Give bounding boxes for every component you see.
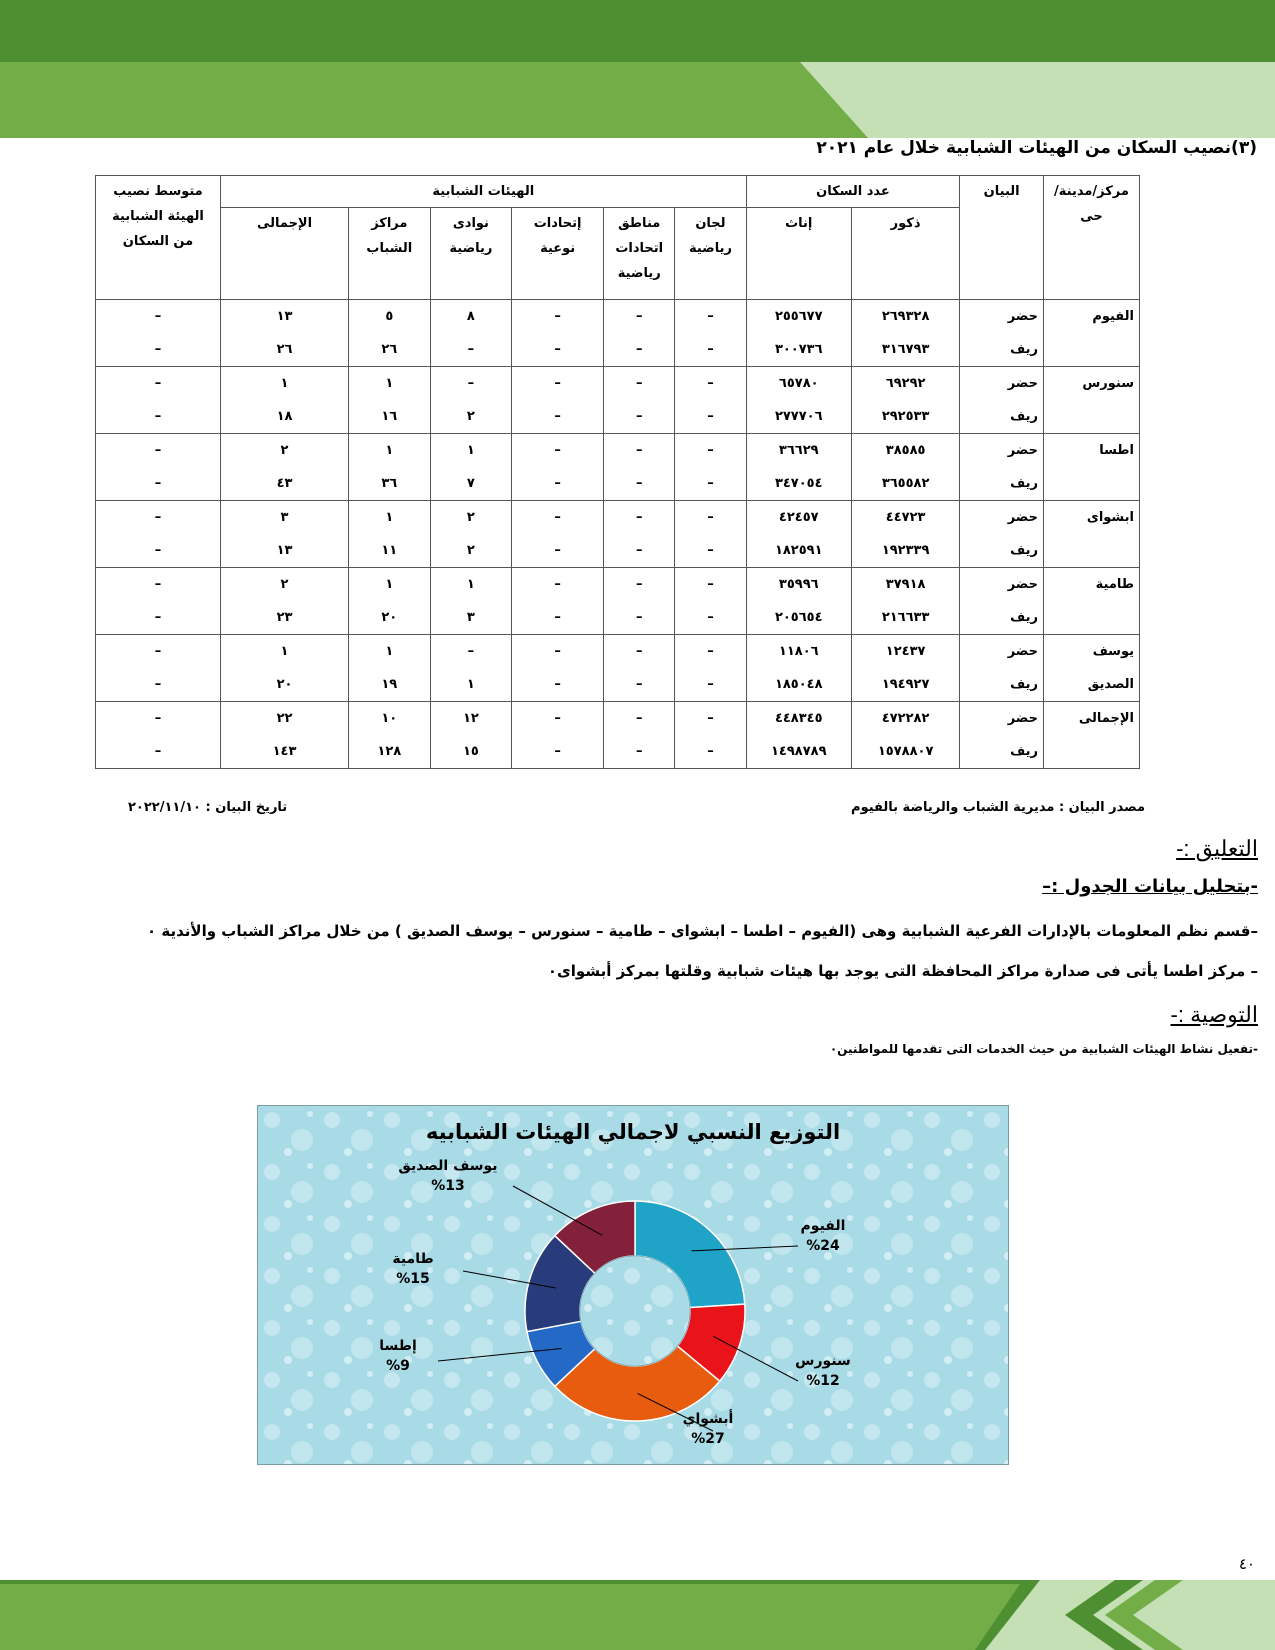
slice-label-2: أبشواي %27 <box>682 1411 734 1447</box>
header-males: ذكور <box>851 208 959 300</box>
cell-total: ١ ١٨ <box>220 367 348 434</box>
table-row <box>96 568 1140 635</box>
cell-federations: – – <box>512 434 604 501</box>
header-avg-share: متوسط نصيب الهيئة الشبابية من السكان <box>96 176 221 300</box>
cell-federations: – – <box>512 635 604 702</box>
chart-title: التوزيع النسبي لاجمالي الهيئات الشبابيه <box>425 1120 841 1144</box>
cell-areas: – – <box>604 300 675 367</box>
cell-total: ٣ ١٣ <box>220 501 348 568</box>
cell-avg: – – <box>96 434 221 501</box>
page-number: ٤٠ <box>1238 1555 1255 1573</box>
table-row <box>96 367 1140 434</box>
cell-total: ١٣ ٢٦ <box>220 300 348 367</box>
cell-females: ٣٥٩٩٦ ٢٠٥٦٥٤ <box>746 568 851 635</box>
slice-label-0: الفيوم %24 <box>800 1218 846 1254</box>
header-sports-committees: لجان رياضية <box>675 208 746 300</box>
cell-centers: ١ ٢٠ <box>349 568 431 635</box>
header-total: الإجمالى <box>220 208 348 300</box>
cell-markaz: يوسف الصديق <box>1043 635 1139 702</box>
header-band <box>0 62 1275 138</box>
header-qualitative-federations: إتحادات نوعية <box>512 208 604 300</box>
cell-committees: – – <box>675 300 746 367</box>
cell-clubs: ٢ ٢ <box>430 501 512 568</box>
cell-federations: – – <box>512 501 604 568</box>
cell-avg: – – <box>96 367 221 434</box>
slice-label-1: سنورس %12 <box>795 1353 851 1389</box>
recommendation-paragraph: -تفعيل نشاط الهيئات الشبابية من حيث الخدمات التى تقدمها للمواطنين٠ <box>829 1042 1258 1056</box>
slice-label-4: طامية %15 <box>392 1251 434 1287</box>
table-row <box>96 702 1140 769</box>
recommendation-heading: التوصية :- <box>1170 1002 1258 1027</box>
cell-females: ٦٥٧٨٠ ٢٧٧٧٠٦ <box>746 367 851 434</box>
cell-females: ٤٤٨٣٤٥ ١٤٩٨٧٨٩ <box>746 702 851 769</box>
cell-clubs: ١ ٣ <box>430 568 512 635</box>
cell-avg: – – <box>96 568 221 635</box>
cell-males: ٣٨٥٨٥ ٣٦٥٥٨٢ <box>851 434 959 501</box>
cell-markaz: الفيوم <box>1043 300 1139 367</box>
header-youth-centers: مراكز الشباب <box>349 208 431 300</box>
cell-avg: – – <box>96 702 221 769</box>
analysis-heading: -بتحليل بيانات الجدول :– <box>1042 876 1258 897</box>
header-sports-clubs: نوادى رياضية <box>430 208 512 300</box>
cell-markaz: اطسا <box>1043 434 1139 501</box>
data-source: مصدر البيان : مديرية الشباب والرياضة بالفيوم <box>851 800 1145 815</box>
cell-avg: – – <box>96 501 221 568</box>
cell-clubs: ١٢ ١٥ <box>430 702 512 769</box>
page-title: (٣)نصيب السكان من الهيئات الشبابية خلال عام ٢٠٢١ <box>816 138 1257 158</box>
cell-committees: – – <box>675 635 746 702</box>
cell-males: ١٢٤٣٧ ١٩٤٩٢٧ <box>851 635 959 702</box>
cell-males: ٣٧٩١٨ ٢١٦٦٣٣ <box>851 568 959 635</box>
cell-males: ٦٩٢٩٢ ٢٩٢٥٣٣ <box>851 367 959 434</box>
header-bar <box>0 0 1275 62</box>
table-row <box>96 434 1140 501</box>
cell-areas: – – <box>604 367 675 434</box>
cell-females: ١١٨٠٦ ١٨٥٠٤٨ <box>746 635 851 702</box>
table-row <box>96 635 1140 702</box>
cell-markaz: طامية <box>1043 568 1139 635</box>
donut-slice-0 <box>635 1201 745 1308</box>
cell-centers: ١٠ ١٢٨ <box>349 702 431 769</box>
cell-markaz: سنورس <box>1043 367 1139 434</box>
slice-label-5: يوسف الصديق %13 <box>398 1158 498 1194</box>
cell-centers: ١ ٣٦ <box>349 434 431 501</box>
cell-types: حضر ريف <box>960 300 1044 367</box>
cell-federations: – – <box>512 702 604 769</box>
data-date: تاريخ البيان : ٢٠٢٢/١١/١٠ <box>128 800 288 815</box>
cell-types: حضر ريف <box>960 635 1044 702</box>
cell-areas: – – <box>604 702 675 769</box>
cell-types: حضر ريف <box>960 568 1044 635</box>
cell-committees: – – <box>675 568 746 635</box>
cell-clubs: ٨ – <box>430 300 512 367</box>
cell-females: ٤٢٤٥٧ ١٨٢٥٩١ <box>746 501 851 568</box>
cell-markaz: الإجمالى <box>1043 702 1139 769</box>
analysis-paragraph-1: –قسم نظم المعلومات بالإدارات الفرعية الشبابية وهى (الفيوم – اطسا – ابشواى – طامية – سنورس – يوسف الصديق ) من خلال مراكز الشباب والأندية ٠ <box>147 922 1258 940</box>
cell-markaz: ابشواى <box>1043 501 1139 568</box>
cell-types: حضر ريف <box>960 501 1044 568</box>
commentary-heading: التعليق :- <box>1176 836 1258 861</box>
analysis-paragraph-2: – مركز اطسا يأتى فى صدارة مراكز المحافظة التى يوجد بها هيئات شبابية وقلتها بمركز أبشواى٠ <box>547 962 1258 980</box>
cell-types: حضر ريف <box>960 434 1044 501</box>
cell-avg: – – <box>96 300 221 367</box>
cell-federations: – – <box>512 300 604 367</box>
cell-total: ٢ ٤٣ <box>220 434 348 501</box>
cell-avg: – – <box>96 635 221 702</box>
cell-areas: – – <box>604 635 675 702</box>
cell-areas: – – <box>604 434 675 501</box>
cell-areas: – – <box>604 568 675 635</box>
cell-committees: – – <box>675 434 746 501</box>
slice-label-3: إطسا %9 <box>379 1338 417 1374</box>
table-row <box>96 501 1140 568</box>
footer-band <box>0 1580 1275 1650</box>
cell-types: حضر ريف <box>960 702 1044 769</box>
cell-total: ١ ٢٠ <box>220 635 348 702</box>
cell-types: حضر ريف <box>960 367 1044 434</box>
cell-centers: ١ ١٩ <box>349 635 431 702</box>
header-federation-areas: مناطق اتحادات رياضية <box>604 208 675 300</box>
cell-federations: – – <box>512 367 604 434</box>
cell-centers: ٥ ٢٦ <box>349 300 431 367</box>
cell-clubs: – ١ <box>430 635 512 702</box>
cell-federations: – – <box>512 568 604 635</box>
cell-areas: – – <box>604 501 675 568</box>
cell-centers: ١ ١١ <box>349 501 431 568</box>
header-population: عدد السكان <box>746 176 960 208</box>
cell-committees: – – <box>675 501 746 568</box>
header-bayan: البيان <box>960 176 1044 300</box>
cell-males: ٢٦٩٣٢٨ ٣١٦٧٩٣ <box>851 300 959 367</box>
cell-total: ٢ ٢٣ <box>220 568 348 635</box>
header-youth-bodies: الهيئات الشبابية <box>220 176 746 208</box>
cell-females: ٢٥٥٦٧٧ ٣٠٠٧٣٦ <box>746 300 851 367</box>
cell-total: ٢٢ ١٤٣ <box>220 702 348 769</box>
cell-males: ٤٤٧٢٣ ١٩٢٣٣٩ <box>851 501 959 568</box>
cell-females: ٣٦٦٢٩ ٣٤٧٠٥٤ <box>746 434 851 501</box>
table-row <box>96 300 1140 367</box>
cell-centers: ١ ١٦ <box>349 367 431 434</box>
cell-committees: – – <box>675 702 746 769</box>
header-females: إناث <box>746 208 851 300</box>
cell-clubs: ١ ٧ <box>430 434 512 501</box>
header-markaz: مركز/مدينة/حى <box>1043 176 1139 300</box>
cell-males: ٤٧٢٢٨٢ ١٥٧٨٨٠٧ <box>851 702 959 769</box>
cell-committees: – – <box>675 367 746 434</box>
cell-clubs: – ٢ <box>430 367 512 434</box>
chart-container <box>257 1105 1009 1465</box>
youth-bodies-table <box>95 175 1140 769</box>
